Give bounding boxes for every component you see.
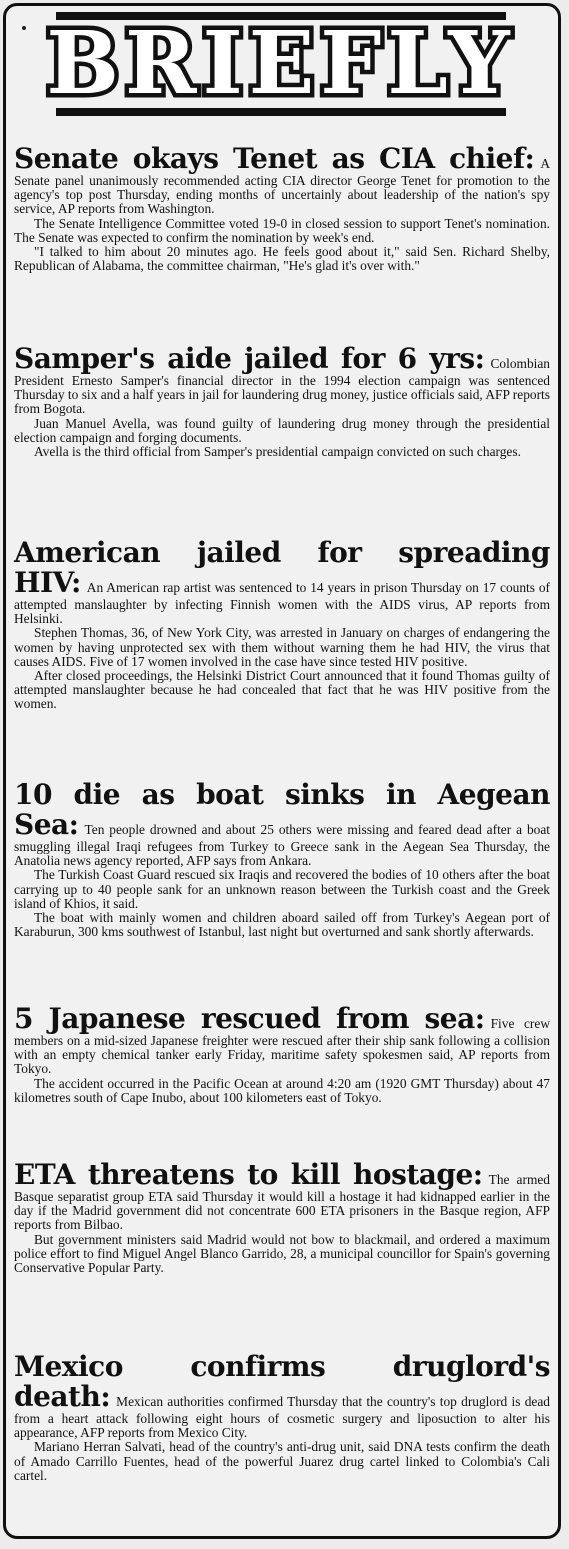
story-paragraph: The Turkish Coast Guard rescued six Iraqis and recovered the bodies of 10 others after the boat carrying up to 40 people sank for an unknown reason between the Turkish coast and the Greek island of Khios, it said. [14, 867, 550, 911]
story-paragraph: "I talked to him about 20 minutes ago. He feels good about it," said Sen. Richard Shelby, Republican of Alabama, the committee chairman, "He's glad it's over with." [14, 244, 550, 274]
story-headline: Mexico confirms druglord's death: [14, 1350, 550, 1413]
story-4 [14, 780, 550, 939]
story-lead: An American rap artist was sentenced to 14 years in prison Thursday on 17 counts of attempted manslaughter by infecting Finnish women with the AIDS virus, AP reports from Helsinki. [14, 580, 550, 627]
story-lead: Ten people drowned and about 25 others were missing and feared dead after a boat smuggling illegal Iraqi refugees from Turkey to Greece sank in the Aegean Sea Thursday, the Anatolia news agency reported, AFP says from Ankara. [14, 822, 550, 869]
story-2 [14, 344, 550, 459]
masthead [46, 12, 516, 116]
story-paragraph: The Senate Intelligence Committee voted 19-0 in closed session to support Tenet's nomination. The Senate was expected to confirm the nomination by week's end. [14, 215, 550, 245]
decorative-dot [22, 26, 26, 30]
story-headline: 5 Japanese rescued from sea: [14, 1002, 485, 1035]
story-headline: American jailed for spreading HIV: [14, 536, 550, 599]
story-3 [14, 538, 550, 712]
story-1 [14, 144, 550, 273]
story-paragraph: Mariano Herran Salvati, head of the country's anti-drug unit, said DNA tests confirm the death of Amado Carrillo Fuentes, head of the powerful Juarez drug cartel linked to Colombia's Cali cartel. [14, 1439, 550, 1483]
story-lead: Mexican authorities confirmed Thursday that the country's top druglord is dead from a heart attack following eight hours of cosmetic surgery and liposuction to alter his appearance, AFP reports from Mexico City. [14, 1394, 550, 1441]
story-paragraph: Avella is the third official from Samper's presidential campaign convicted on such charges. [34, 444, 521, 460]
story-lead: The armed Basque separatist group ETA said Thursday it would kill a hostage it had kidnapped earlier in the day if the Madrid government did not concentrate 600 ETA prisoners in the Basque region, AFP reports from Bilbao. [14, 1172, 551, 1233]
story-lead: Five crew members on a mid-sized Japanese freighter were rescued after their ship sank following a collision with an empty chemical tanker early Friday, maritime safety spokesmen said, AP reports from Tokyo. [14, 1016, 551, 1077]
story-7 [14, 1352, 550, 1483]
story-headline: ETA threatens to kill hostage: [14, 1158, 483, 1191]
story-lead: Colombian President Ernesto Samper's financial director in the 1994 election campaign was sentenced Thursday to six and a half years in jail for laundering drug money, justice officials said, AFP reports from Bogota. [14, 356, 550, 417]
story-paragraph: Juan Manuel Avella, was found guilty of laundering drug money through the presidential election campaign and forging documents. [14, 415, 550, 445]
story-5 [14, 1004, 550, 1105]
story-paragraph: The boat with mainly women and children aboard sailed off from Turkey's Aegean port of Karaburun, 300 kms southwest of Istanbul, last night but overturned and sank shortly afterwards. [14, 910, 550, 940]
story-paragraph: But government ministers said Madrid would not bow to blackmail, and ordered a maximum police effort to find Miguel Angel Blanco Garrido, 28, a municipal councillor for Spain's governing Conservative Popular Party. [14, 1231, 550, 1276]
story-6 [14, 1160, 550, 1275]
story-headline: 10 die as boat sinks in Aegean Sea: [14, 778, 550, 841]
story-headline: Senate okays Tenet as CIA chief: [14, 142, 535, 175]
story-headline: Samper's aide jailed for 6 yrs: [14, 342, 485, 375]
story-paragraph: The accident occurred in the Pacific Ocean at around 4:20 am (1920 GMT Thursday) about 47 kilometres south of Cape Inubo, about 100 kilometers east of Tokyo. [14, 1075, 550, 1105]
masthead-title: BRIEFLY [46, 13, 516, 114]
story-paragraph: Stephen Thomas, 36, of New York City, was arrested in January on charges of endangering the women by having unprotected sex with them without warning them he had HIV, the virus that causes AIDS. Five of 17 women involved in the case have since tested HIV positive. [14, 625, 550, 669]
story-lead: A Senate panel unanimously recommended acting CIA director George Tenet for promotion to the agency's top post Thursday, ending months of uncertainly about leadership of the nation's spy service, AP reports from Washington. [14, 156, 550, 217]
story-paragraph: After closed proceedings, the Helsinki District Court announced that it found Thomas guilty of attempted manslaughter because he had concealed that fact that he was HIV positive from the women. [14, 668, 550, 712]
